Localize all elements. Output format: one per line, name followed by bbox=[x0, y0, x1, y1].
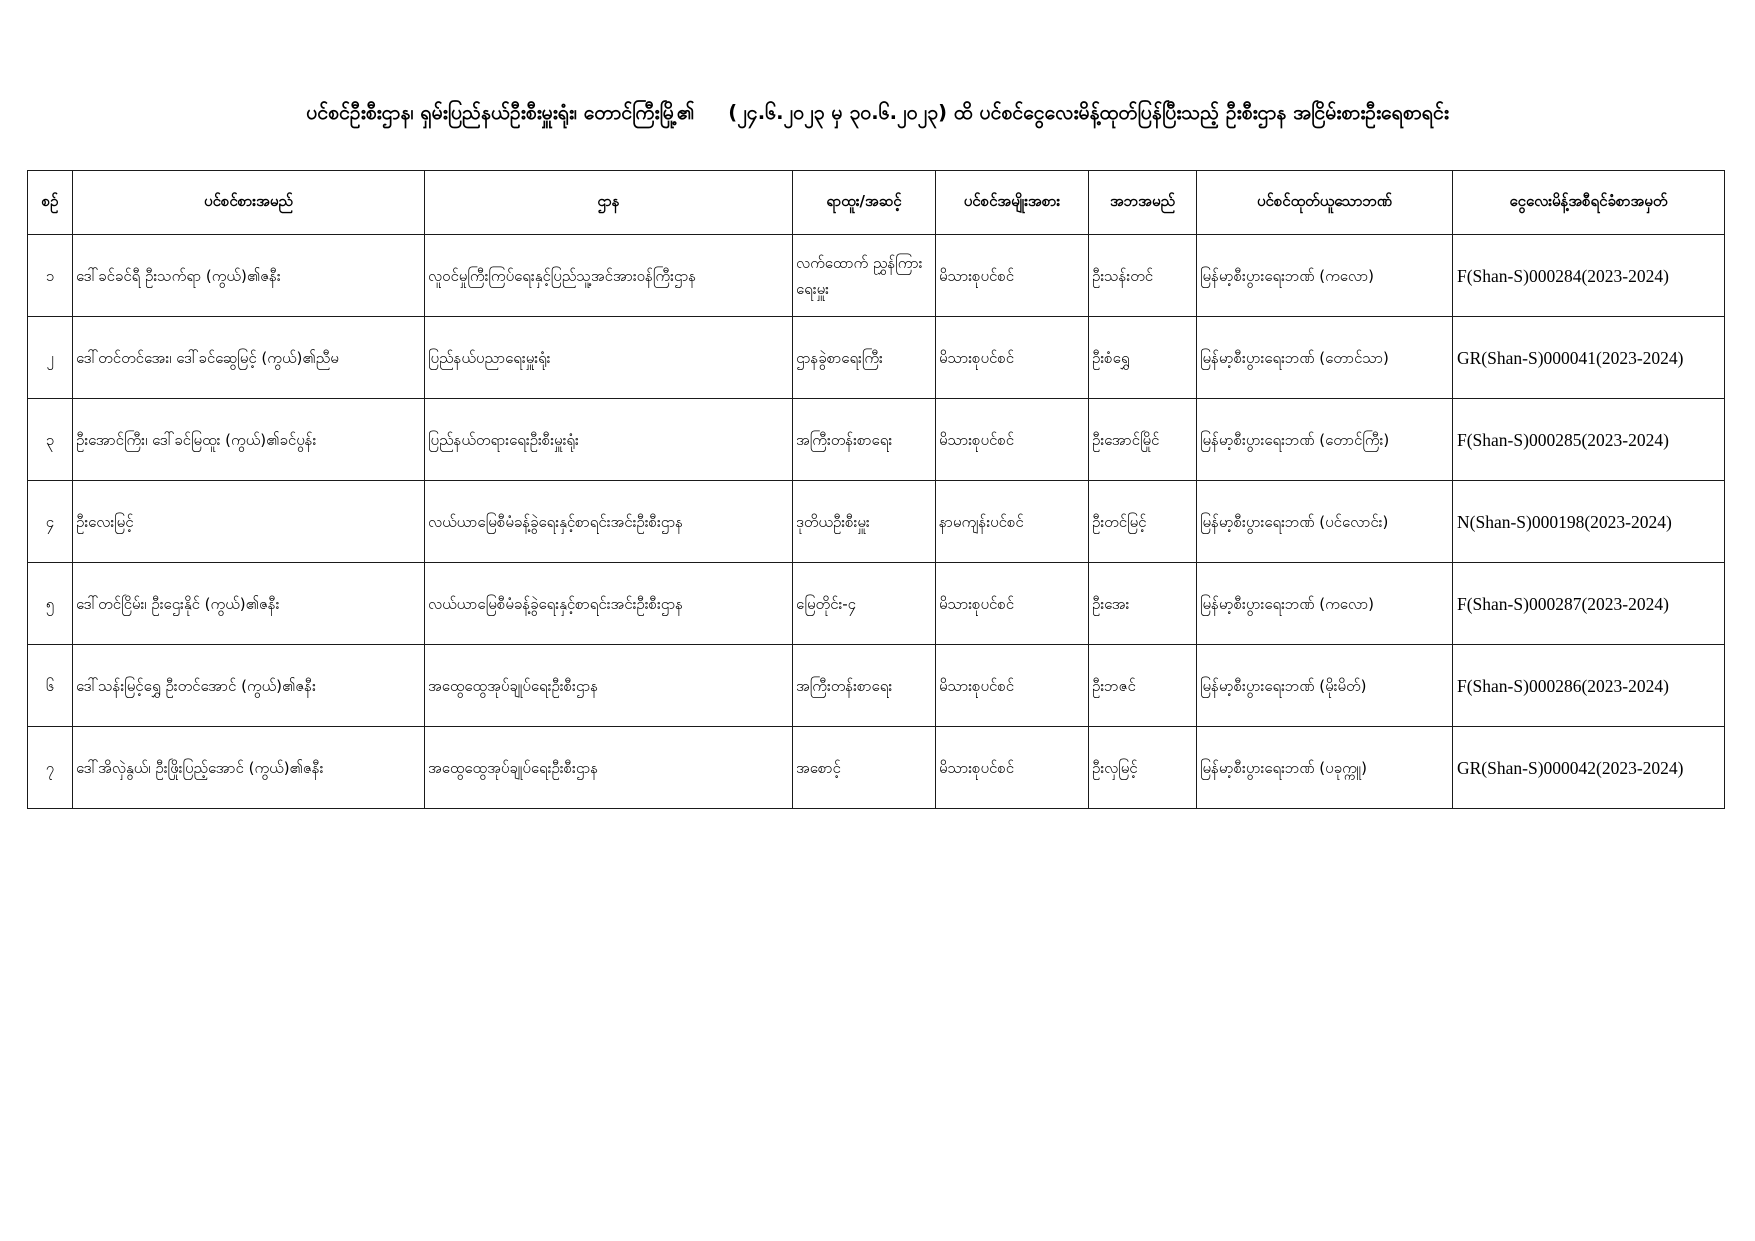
table-row bbox=[28, 563, 1725, 645]
cell-rank: မြေတိုင်း-၄ bbox=[793, 563, 936, 645]
table-row bbox=[28, 235, 1725, 317]
cell-department: အထွေထွေအုပ်ချုပ်ရေးဦးစီးဌာန bbox=[425, 645, 793, 727]
cell-department: ပြည်နယ်ပညာရေးမှူးရုံး bbox=[425, 317, 793, 399]
cell-rank: ဒုတိယဦးစီးမှူး bbox=[793, 481, 936, 563]
header-rank: ရာထူး/အဆင့် bbox=[793, 171, 936, 235]
cell-pension-type: မိသားစုပင်စင် bbox=[936, 317, 1089, 399]
cell-rank: အကြီးတန်းစာရေး bbox=[793, 645, 936, 727]
cell-pensioner-name: ဦးအောင်ကြီး၊ ဒေါ်ခင်မြထူး (ကွယ်)၏ခင်ပွန်း bbox=[73, 399, 425, 481]
cell-pensioner-name: ဒေါ်တင်တင်အေး၊ ဒေါ်ခင်ဆွေမြင့် (ကွယ်)၏ညီမ bbox=[73, 317, 425, 399]
cell-rank: အစောင့် bbox=[793, 727, 936, 809]
cell-report-number: F(Shan-S)000286(2023-2024) bbox=[1453, 645, 1725, 727]
pension-table bbox=[27, 170, 1725, 809]
cell-rank: လက်ထောက် ညွှန်ကြားရေးမှူး bbox=[793, 235, 936, 317]
cell-pensioner-name: ဒေါ်ခင်ခင်ရီ ဦးသက်ရာ (ကွယ်)၏ဇနီး bbox=[73, 235, 425, 317]
cell-father-name: ဦးအောင်မြိုင် bbox=[1089, 399, 1197, 481]
cell-bank: မြန်မာ့စီးပွားရေးဘဏ် (ကလော) bbox=[1197, 563, 1453, 645]
cell-department: ပြည်နယ်တရားရေးဦးစီးမှူးရုံး bbox=[425, 399, 793, 481]
cell-father-name: ဦးလှမြင့် bbox=[1089, 727, 1197, 809]
cell-pensioner-name: ဦးလေးမြင့် bbox=[73, 481, 425, 563]
cell-department: အထွေထွေအုပ်ချုပ်ရေးဦးစီးဌာန bbox=[425, 727, 793, 809]
cell-report-number: F(Shan-S)000285(2023-2024) bbox=[1453, 399, 1725, 481]
cell-bank: မြန်မာ့စီးပွားရေးဘဏ် (တောင်သာ) bbox=[1197, 317, 1453, 399]
cell-father-name: ဦးအေး bbox=[1089, 563, 1197, 645]
cell-serial: ၆ bbox=[28, 645, 73, 727]
cell-serial: ၄ bbox=[28, 481, 73, 563]
cell-rank: ဌာနခွဲစာရေးကြီး bbox=[793, 317, 936, 399]
cell-pension-type: မိသားစုပင်စင် bbox=[936, 727, 1089, 809]
header-father-name: အဘအမည် bbox=[1089, 171, 1197, 235]
cell-pension-type: မိသားစုပင်စင် bbox=[936, 235, 1089, 317]
table-row bbox=[28, 399, 1725, 481]
cell-serial: ၂ bbox=[28, 317, 73, 399]
table-row bbox=[28, 481, 1725, 563]
cell-rank: အကြီးတန်းစာရေး bbox=[793, 399, 936, 481]
cell-department: လယ်ယာမြေစီမံခန့်ခွဲရေးနှင့်စာရင်းအင်းဦးစီးဌာန bbox=[425, 481, 793, 563]
cell-pension-type: မိသားစုပင်စင် bbox=[936, 563, 1089, 645]
cell-pensioner-name: ဒေါ်သန်းမြင့်ရွှေ ဦးတင်အောင် (ကွယ်)၏ဇနီး bbox=[73, 645, 425, 727]
cell-bank: မြန်မာ့စီးပွားရေးဘဏ် (တောင်ကြီး) bbox=[1197, 399, 1453, 481]
header-serial: စဉ် bbox=[28, 171, 73, 235]
cell-pensioner-name: ဒေါ်အိလှဲနွယ်၊ ဦးဖြိုးပြည့်အောင် (ကွယ်)၏ဇနီး bbox=[73, 727, 425, 809]
header-pension-type: ပင်စင်အမျိုးအစား bbox=[936, 171, 1089, 235]
header-pensioner-name: ပင်စင်စားအမည် bbox=[73, 171, 425, 235]
cell-father-name: ဦးစံရွှေ bbox=[1089, 317, 1197, 399]
cell-bank: မြန်မာ့စီးပွားရေးဘဏ် (ကလော) bbox=[1197, 235, 1453, 317]
cell-pension-type: မိသားစုပင်စင် bbox=[936, 399, 1089, 481]
header-department: ဌာန bbox=[425, 171, 793, 235]
cell-bank: မြန်မာ့စီးပွားရေးဘဏ် (မိုးမိတ်) bbox=[1197, 645, 1453, 727]
cell-bank: မြန်မာ့စီးပွားရေးဘဏ် (ပင်လောင်း) bbox=[1197, 481, 1453, 563]
cell-pension-type: မိသားစုပင်စင် bbox=[936, 645, 1089, 727]
cell-father-name: ဦးသန်းတင် bbox=[1089, 235, 1197, 317]
cell-father-name: ဦးဘဇင် bbox=[1089, 645, 1197, 727]
document-title-main: ပင်စင်ဦးစီးဌာန၊ ရှမ်းပြည်နယ်ဦးစီးမှူးရုံး၊ တောင်ကြီးမြို့၏ bbox=[306, 101, 695, 124]
header-bank: ပင်စင်ထုတ်ယူသောဘဏ် bbox=[1197, 171, 1453, 235]
cell-serial: ၇ bbox=[28, 727, 73, 809]
document-title bbox=[0, 96, 1755, 130]
table-row bbox=[28, 317, 1725, 399]
cell-serial: ၅ bbox=[28, 563, 73, 645]
document-title-period: (၂၄.၆.၂၀၂၃ မှ ၃၀.၆.၂၀၂၃) ထိ ပင်စင်ငွေလေးမိန့်ထုတ်ပြန်ပြီးသည့် ဦးစီးဌာန အငြိမ်းစားဦးရေစာရင်း bbox=[728, 101, 1449, 124]
cell-serial: ၁ bbox=[28, 235, 73, 317]
cell-report-number: N(Shan-S)000198(2023-2024) bbox=[1453, 481, 1725, 563]
cell-department: လူဝင်မှုကြီးကြပ်ရေးနှင့်ပြည်သူ့အင်အားဝန်ကြီးဌာန bbox=[425, 235, 793, 317]
cell-father-name: ဦးတင်မြင့် bbox=[1089, 481, 1197, 563]
cell-report-number: GR(Shan-S)000042(2023-2024) bbox=[1453, 727, 1725, 809]
table-header-row bbox=[28, 171, 1725, 235]
cell-serial: ၃ bbox=[28, 399, 73, 481]
cell-bank: မြန်မာ့စီးပွားရေးဘဏ် (ပခုက္ကူ) bbox=[1197, 727, 1453, 809]
table-row bbox=[28, 727, 1725, 809]
cell-pensioner-name: ဒေါ်တင်ငြိမ်း၊ ဦးဌေးနိုင် (ကွယ်)၏ဇနီး bbox=[73, 563, 425, 645]
cell-report-number: F(Shan-S)000287(2023-2024) bbox=[1453, 563, 1725, 645]
cell-department: လယ်ယာမြေစီမံခန့်ခွဲရေးနှင့်စာရင်းအင်းဦးစီးဌာန bbox=[425, 563, 793, 645]
cell-report-number: F(Shan-S)000284(2023-2024) bbox=[1453, 235, 1725, 317]
header-report-number: ငွေလေးမိန့်အစီရင်ခံစာအမှတ် bbox=[1453, 171, 1725, 235]
table-row bbox=[28, 645, 1725, 727]
cell-report-number: GR(Shan-S)000041(2023-2024) bbox=[1453, 317, 1725, 399]
cell-pension-type: နာမကျန်းပင်စင် bbox=[936, 481, 1089, 563]
